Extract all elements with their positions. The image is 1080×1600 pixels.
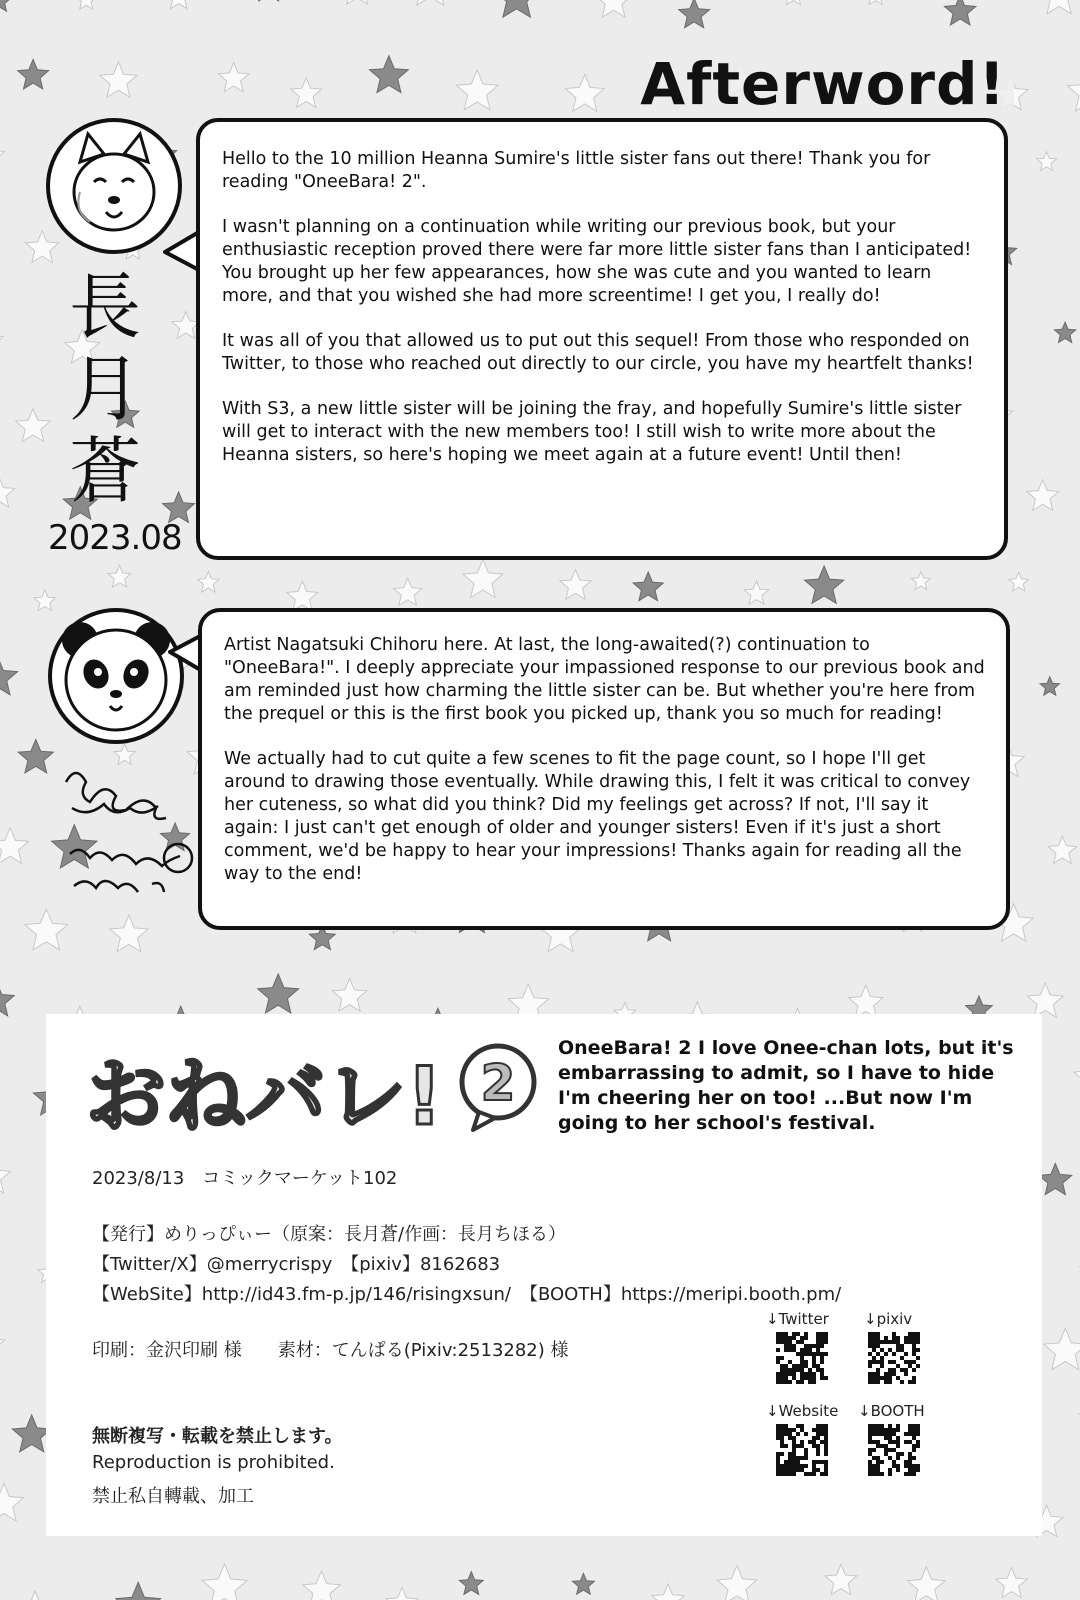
notice-japanese: 無断複写・転載を禁止します。 [92, 1426, 343, 1447]
background-star [287, 581, 318, 611]
background-star [0, 477, 15, 507]
background-star [0, 983, 14, 1016]
author1-paragraph: I wasn't planning on a continuation while writing our previous book, but your enthusiastic reception proved there were far more little sister fans than I anticipated! You brought up her few appearances, how she was cute and you wanted to learn more, and that you wished she had more screentime! I get you, I really do! [222, 217, 972, 306]
qr-code-twitter[interactable] [776, 1332, 828, 1384]
background-star [0, 138, 5, 174]
shiba-dog-icon [50, 122, 178, 250]
background-star [291, 78, 322, 108]
background-star [1067, 70, 1080, 111]
author1-date: 2023.08 [48, 518, 182, 558]
background-star [165, 0, 192, 9]
background-star [865, 0, 886, 5]
background-star [408, 0, 452, 5]
background-star [996, 1568, 1028, 1598]
background-star [253, 0, 285, 1]
background-star [76, 0, 97, 9]
page-title: Afterword! [632, 50, 1014, 118]
background-star [459, 1572, 483, 1595]
background-star [1027, 983, 1063, 1017]
background-star [595, 0, 632, 17]
author2-signature [60, 762, 196, 932]
qr-code-website[interactable] [776, 1424, 828, 1476]
publisher-line: 【発行】めりっぴぃー（原案：長月蒼/作画：長月ちほる） [92, 1224, 567, 1245]
background-star [825, 1564, 857, 1594]
qr-label-twitter: ↓Twitter [766, 1310, 829, 1328]
background-star [218, 63, 249, 92]
background-star [1040, 677, 1059, 695]
background-star [0, 1326, 5, 1364]
oneebara-logo [84, 1038, 544, 1148]
background-star [100, 62, 137, 97]
colophon-box [46, 1014, 1042, 1536]
background-star [202, 1564, 247, 1600]
panda-icon [52, 612, 180, 740]
background-star [108, 565, 131, 587]
background-star [652, 1584, 684, 1600]
author1-speech-bubble [196, 118, 1008, 560]
background-star [463, 560, 503, 598]
background-star [303, 1571, 341, 1600]
background-star [386, 1587, 418, 1600]
background-star [0, 657, 18, 695]
background-star [0, 1483, 24, 1521]
background-star [1039, 1163, 1072, 1194]
background-star [18, 1591, 53, 1600]
background-star [16, 409, 51, 442]
background-star [560, 570, 591, 600]
background-star [116, 1582, 161, 1600]
background-star [911, 572, 930, 590]
qr-code-booth[interactable] [868, 1424, 920, 1476]
background-star [565, 74, 604, 111]
author1-paragraph: It was all of you that allowed us to put out this sequel! From those who responded on Twitter, to those who reached out directly to our circle, you have my heartfelt thanks! [222, 331, 974, 374]
social-line: 【Twitter/X】@merrycrispy 【pixiv】8162683 [92, 1254, 501, 1275]
author2-paragraph: We actually had to cut quite a few scenes to fit the page count, so I hope I'll get around to drawing those eventually. While drawing this, I felt it was critical to convey her cuteness, so what did you think? Did my feelings get across? If not, I'll say it again: I just can't get enough of older and younger sisters! Even if it's just a short comment, we'd be happy to hear your impressions! Thanks again for reading all the way to the end! [224, 749, 971, 884]
author2-paragraph: Artist Nagatsuki Chihoru here. At last, the long-awaited(?) continuation to "OneeBara!". I deeply appreciate your impassioned response to our previous book and am reminded just how charming the little sister can be. But whether you're here from the prequel or this is the first book you picked up, thank you so much for reading! [224, 635, 985, 724]
background-star [805, 566, 844, 603]
credits-line: 印刷：金沢印刷 様 素材：てんぱる(Pixiv:2513282) 様 [92, 1340, 569, 1361]
background-star [944, 0, 976, 25]
background-star [0, 828, 29, 864]
book-blurb: OneeBara! 2 I love Onee-chan lots, but it's embarrassing to admit, so I have to hide I'm cheering her on too! ...But now I'm going to her school's festival. [558, 1037, 1014, 1134]
logo-text: おねバレ! [86, 1050, 443, 1143]
background-star [1027, 480, 1059, 511]
background-star [18, 739, 53, 773]
background-star [1054, 322, 1075, 342]
background-star [258, 974, 299, 1013]
author2-avatar [48, 608, 184, 744]
background-star [633, 572, 663, 601]
background-star [744, 581, 768, 604]
background-star [717, 1565, 757, 1600]
background-star [1037, 152, 1057, 171]
author1-paragraph: With S3, a new little sister will be joining the fray, and hopefully Sumire's little sister will get to interact with the new members too! I still wish to write more about the Heanna sisters, so here's hoping we meet again at a future event! Until then! [222, 399, 962, 465]
background-star [782, 0, 805, 5]
background-star [1044, 1328, 1080, 1369]
background-star [456, 70, 498, 110]
background-star [679, 0, 710, 28]
background-star [573, 1573, 595, 1594]
logo-number: 2 [480, 1054, 516, 1112]
notice-english: Reproduction is prohibited. [92, 1452, 335, 1473]
background-star [494, 0, 539, 17]
background-star [1009, 572, 1029, 591]
background-star [0, 0, 11, 11]
website-line: 【WebSite】http://id43.fm-p.jp/146/risingxsun/ 【BOOTH】https://meripi.booth.pm/ [92, 1284, 842, 1305]
background-star [370, 56, 409, 93]
author2-speech-bubble [198, 608, 1010, 930]
background-star [907, 1567, 945, 1600]
author1-paragraph: Hello to the 10 million Heanna Sumire's little sister fans out there! Thank you for reading "OneeBara! 2". [222, 149, 931, 192]
qr-label-booth: ↓BOOTH [858, 1402, 925, 1420]
background-star [1048, 836, 1076, 863]
background-star [340, 0, 374, 4]
background-star [18, 59, 49, 89]
event-line: 2023/8/13 コミックマーケット102 [92, 1168, 398, 1189]
qr-label-website: ↓Website [766, 1402, 839, 1420]
qr-label-pixiv: ↓pixiv [864, 1310, 913, 1328]
background-star [0, 1158, 11, 1193]
author1-avatar [46, 118, 182, 254]
background-star [332, 978, 366, 1011]
background-star [198, 571, 220, 592]
background-star [0, 328, 3, 352]
qr-code-pixiv[interactable] [868, 1332, 920, 1384]
author1-name-vertical: 長月蒼 [68, 265, 141, 513]
background-star [34, 590, 55, 610]
notice-chinese: 禁止私自轉載、加工 [92, 1486, 254, 1507]
background-star [394, 578, 423, 605]
background-star [1074, 1058, 1080, 1096]
background-star [1040, 0, 1079, 14]
